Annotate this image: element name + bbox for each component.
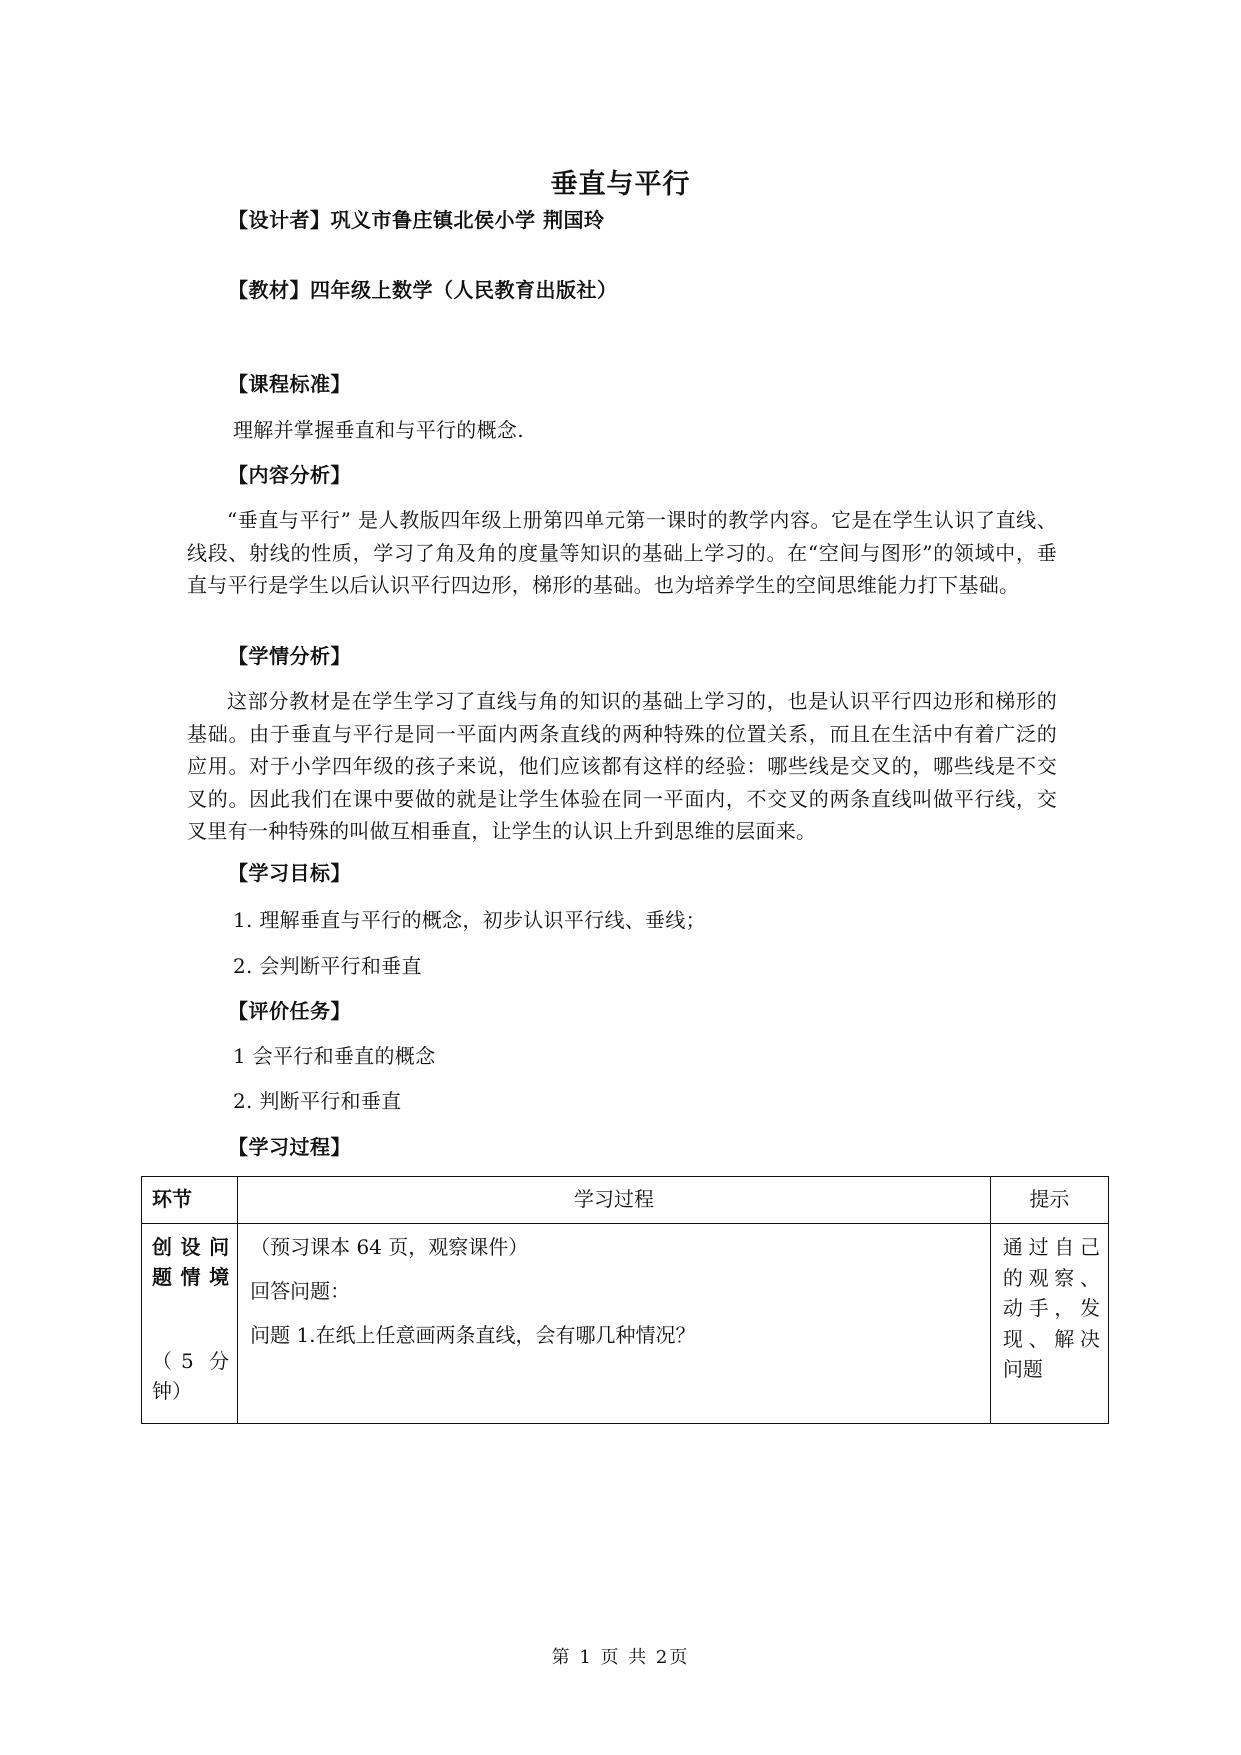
stage-time-line-2: 钟）: [152, 1379, 192, 1403]
section-heading-standard: 【课程标准】: [228, 372, 351, 396]
page-footer: 第 1 页 共 2页: [551, 1647, 690, 1668]
objective-item-1: 1. 理解垂直与平行的概念，初步认识平行线、垂线；: [233, 908, 706, 932]
process-line-2: 回答问题：: [250, 1279, 351, 1303]
stage-time-line-1: （5 分: [152, 1349, 230, 1373]
stage-cell: [142, 1224, 238, 1424]
stage-name-line-1: 创设问: [152, 1235, 230, 1259]
learning-process-table: [141, 1176, 1109, 1424]
header-hint: 提示: [990, 1177, 1108, 1224]
header-stage: 环节: [142, 1177, 238, 1224]
process-line-1: （预习课本 64 页，观察课件）: [250, 1235, 529, 1259]
section-heading-process: 【学习过程】: [228, 1135, 351, 1159]
hint-cell: 通过自己的观察、动手，发现、解决问题: [990, 1224, 1108, 1424]
table-header-row: [142, 1177, 1109, 1224]
section-heading-learner-analysis: 【学情分析】: [228, 644, 351, 668]
section-heading-evaluation: 【评价任务】: [228, 999, 351, 1023]
evaluation-item-1: 1 会平行和垂直的概念: [233, 1044, 436, 1068]
standard-text: 理解并掌握垂直和与平行的概念.: [233, 418, 524, 442]
document-title: 垂直与平行: [550, 169, 691, 200]
header-process: 学习过程: [238, 1177, 991, 1224]
learner-analysis-paragraph: 这部分教材是在学生学习了直线与角的知识的基础上学习的，也是认识平行四边形和梯形的基础。由于垂直与平行是同一平面内两条直线的两种特殊的位置关系，而且在生活中有着广泛的应用。对于小学四年级的孩子来说，他们应该都有这样的经验：哪些线是交叉的，哪些线是不交叉的。因此我们在课中要做的就是让学生体验在同一平面内，不交叉的两条直线叫做平行线，交叉里有一种特殊的叫做互相垂直，让学生的认识上升到思维的层面来。: [187, 689, 1057, 843]
process-line-3: 问题 1.在纸上任意画两条直线，会有哪几种情况？: [250, 1323, 696, 1347]
objective-item-2: 2. 会判断平行和垂直: [233, 954, 422, 978]
evaluation-item-2: 2. 判断平行和垂直: [233, 1089, 402, 1113]
section-heading-objectives: 【学习目标】: [228, 861, 351, 885]
stage-name-line-2: 题情境: [152, 1265, 230, 1289]
section-heading-content-analysis: 【内容分析】: [228, 463, 351, 487]
table-row: [142, 1224, 1109, 1424]
textbook-line: 【教材】四年级上数学（人民教育出版社）: [228, 278, 618, 302]
designer-line: 【设计者】巩义市鲁庄镇北侯小学 荆国玲: [228, 208, 605, 232]
process-cell: [238, 1224, 991, 1424]
content-analysis-paragraph: “垂直与平行” 是人教版四年级上册第四单元第一课时的教学内容。它是在学生认识了直线、线段、射线的性质，学习了角及角的度量等知识的基础上学习的。在“空间与图形”的领域中，垂直与平行是学生以后认识平行四边形，梯形的基础。也为培养学生的空间思维能力打下基础。: [187, 508, 1057, 597]
